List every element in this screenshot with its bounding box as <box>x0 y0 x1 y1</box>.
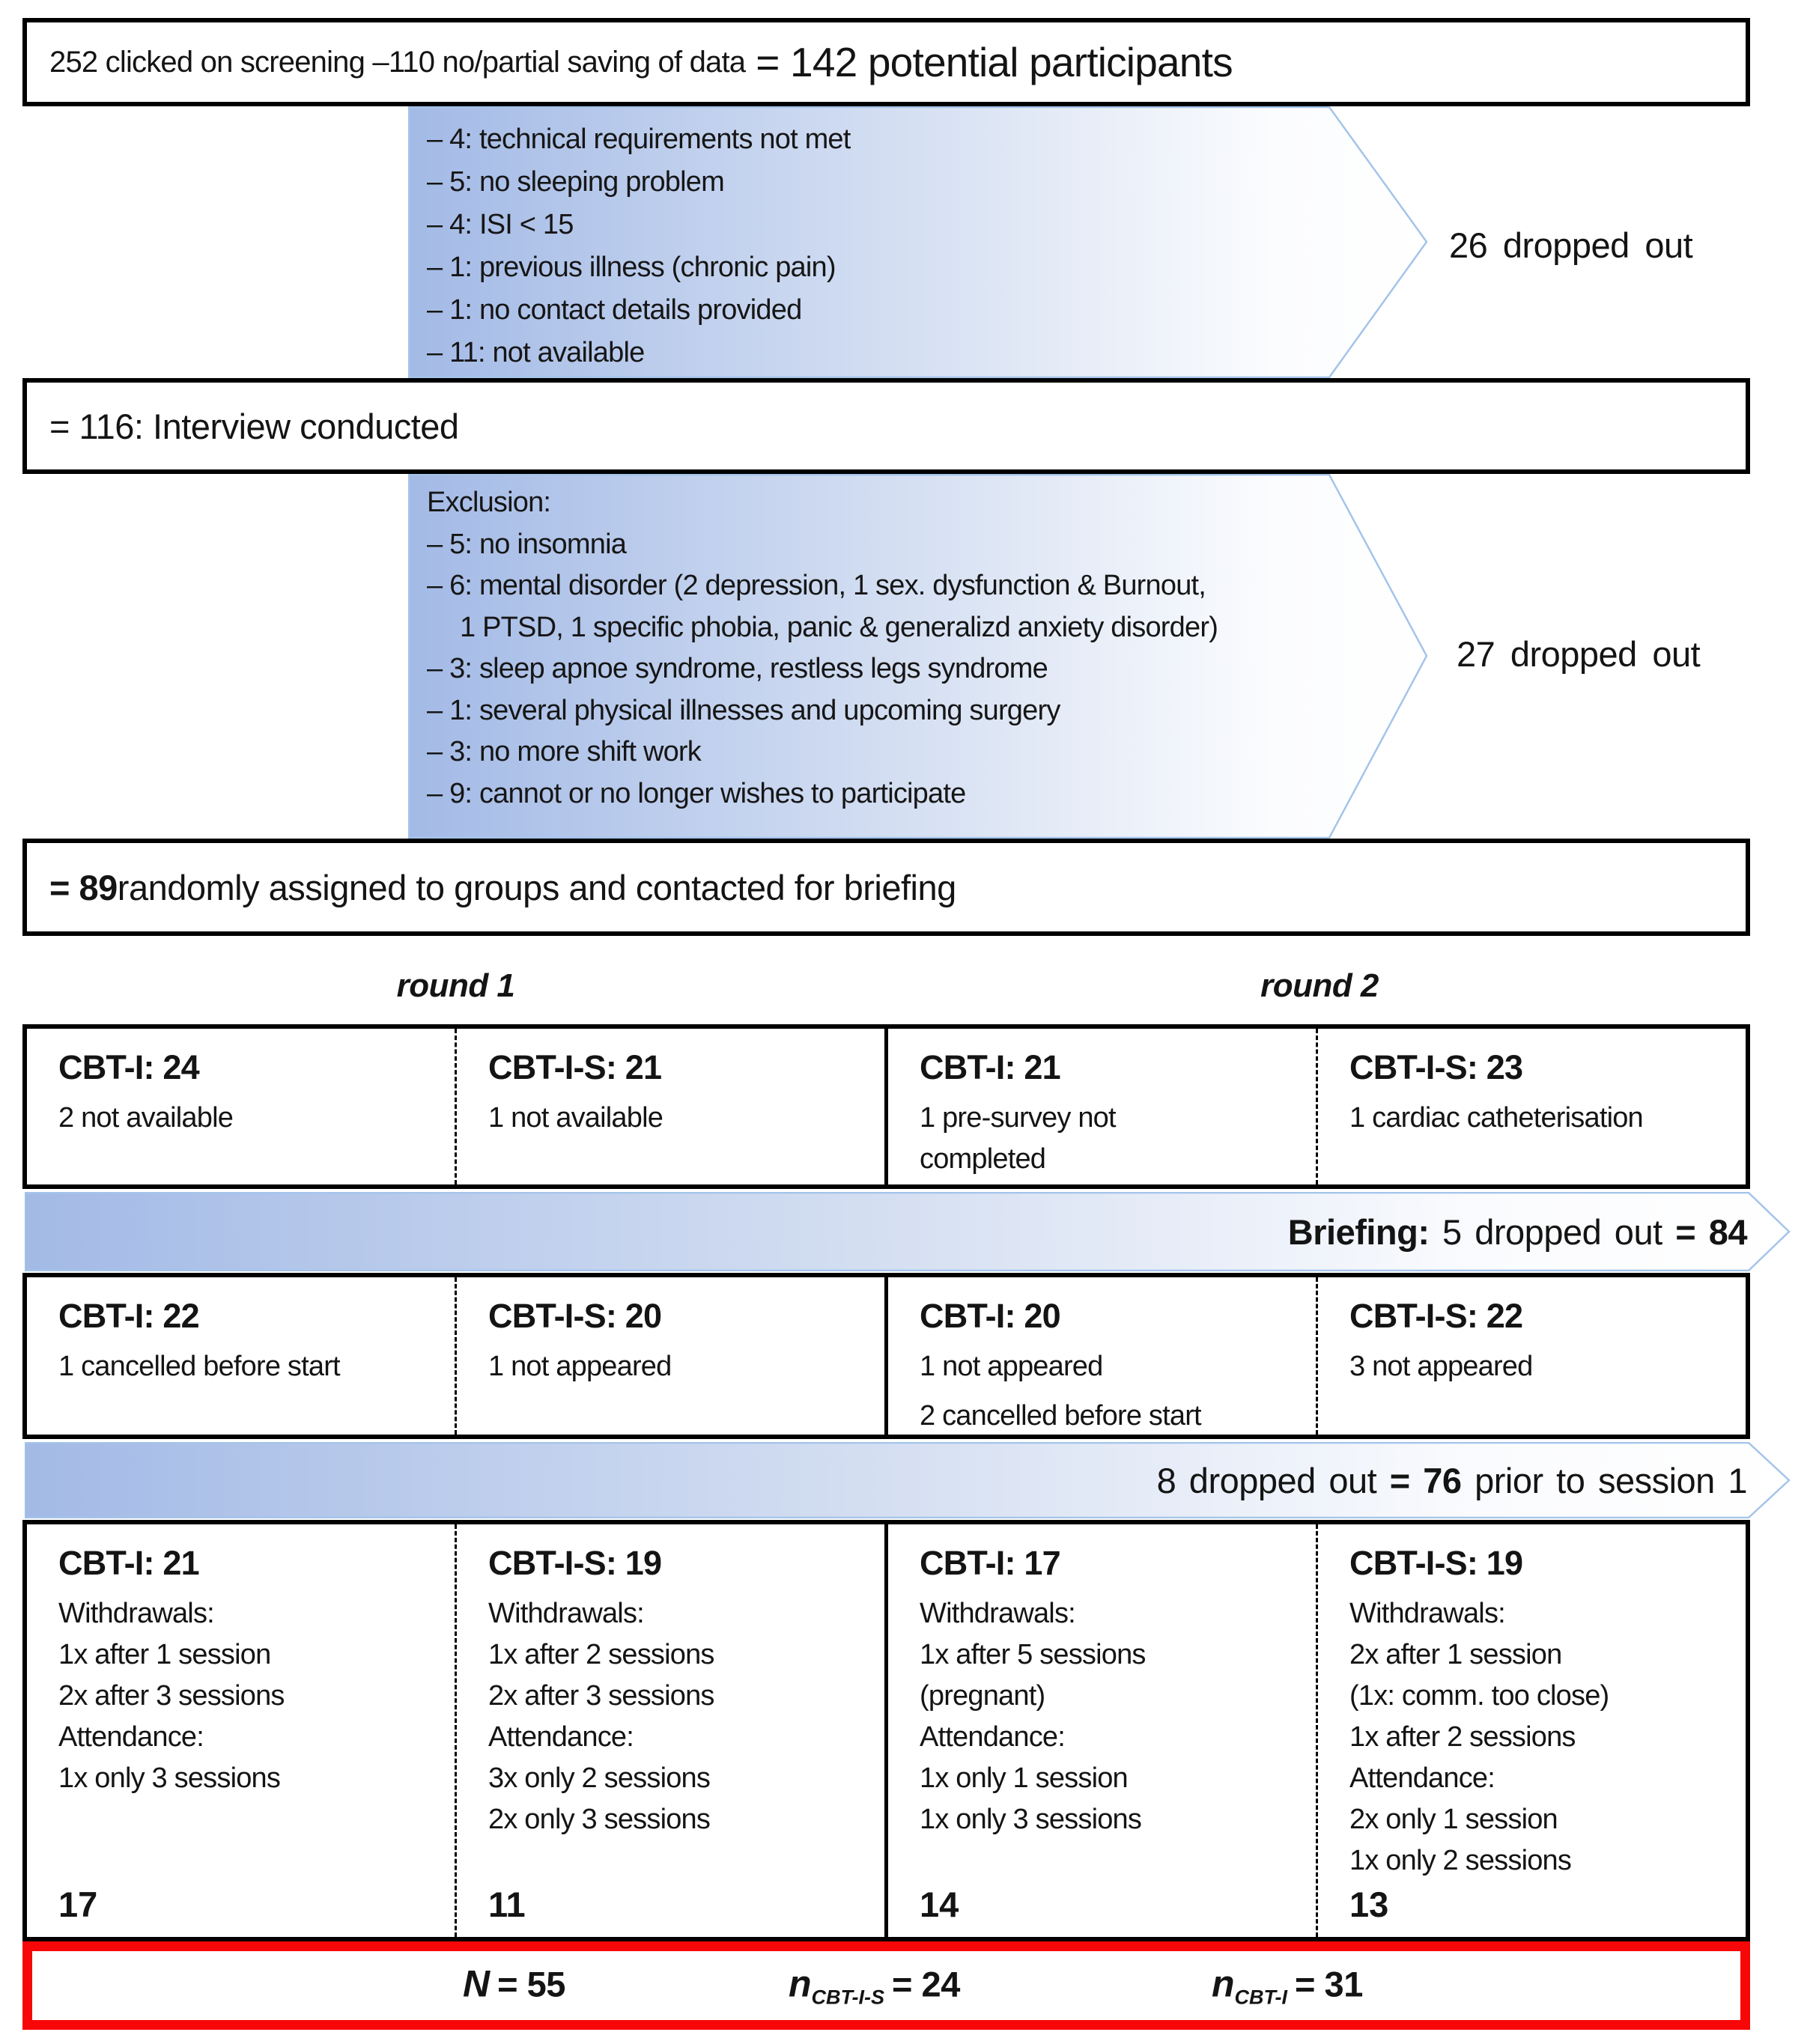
session1-suffix: prior to session 1 <box>1461 1460 1747 1500</box>
interview-exclusion-list <box>427 482 1218 815</box>
cell-note: 2 cancelled before start <box>920 1400 1201 1432</box>
briefing-label: Briefing: <box>1287 1211 1430 1252</box>
group-header: CBT-I-S: 22 <box>1349 1297 1523 1335</box>
cell-note: 1x only 2 sessions <box>1349 1845 1572 1876</box>
completion-cell-r1-cbti <box>27 1524 455 1937</box>
cell-note: 1x after 2 sessions <box>488 1639 714 1670</box>
allocation-cell-r2-cbtis <box>1316 1029 1746 1184</box>
cell-note: 2x only 1 session <box>1349 1804 1558 1835</box>
cell-note: (1x: comm. too close) <box>1349 1680 1609 1712</box>
cell-note: Withdrawals: <box>58 1598 214 1629</box>
total-value: = 55 <box>497 1964 565 2004</box>
exclusion-item-continuation: 1 PTSD, 1 specific phobia, panic & generalizd anxiety disorder) <box>460 611 1218 643</box>
interview-conducted-text: = 116: Interview conducted <box>49 406 459 446</box>
exclusion-list-title: Exclusion: <box>427 487 551 518</box>
exclusion-item: – 4: technical requirements not met <box>427 124 851 155</box>
final-sample-box <box>22 1941 1750 2030</box>
total-variable: N <box>463 1962 491 2005</box>
total-n <box>463 1962 565 2009</box>
total-subscript: CBT-I-S <box>811 1986 885 2009</box>
cell-note: 1x only 3 sessions <box>920 1804 1142 1835</box>
potential-participants-result: = 142 potential participants <box>756 39 1233 85</box>
allocation-cell-r2-cbti <box>884 1029 1316 1184</box>
group-header: CBT-I-S: 19 <box>1349 1544 1523 1582</box>
cell-note: 1 cardiac catheterisation <box>1349 1102 1643 1134</box>
assigned-count: = 89 <box>49 867 118 907</box>
total-variable: n <box>789 1962 812 2005</box>
cell-note: 1 pre-survey not <box>920 1102 1116 1134</box>
cell-note: Withdrawals: <box>488 1598 644 1629</box>
cell-note: Attendance: <box>58 1721 204 1753</box>
cell-note: 3x only 2 sessions <box>488 1762 711 1794</box>
exclusion-item: – 4: ISI < 15 <box>427 209 574 240</box>
completer-count: 17 <box>58 1885 98 1924</box>
cell-note: Attendance: <box>488 1721 634 1753</box>
briefing-dropout-text: 5 dropped out <box>1429 1211 1676 1252</box>
briefing-bar-text <box>25 1192 1747 1271</box>
assigned-text: randomly assigned to groups and contacted for briefing <box>117 867 956 907</box>
group-header: CBT-I: 22 <box>58 1297 199 1335</box>
exclusion-item: – 1: previous illness (chronic pain) <box>427 252 836 283</box>
cell-note: (pregnant) <box>920 1680 1045 1712</box>
cell-note: 2x after 3 sessions <box>488 1680 714 1712</box>
completion-row <box>22 1520 1750 1941</box>
exclusion-item: – 11: not available <box>427 337 645 368</box>
round-1-header: round 1 <box>396 967 515 1004</box>
cell-note: 1x after 5 sessions <box>920 1639 1146 1670</box>
total-variable: n <box>1212 1962 1235 2005</box>
group-header: CBT-I-S: 19 <box>488 1544 662 1582</box>
cell-note: 2x after 1 session <box>1349 1639 1562 1670</box>
presession-cell-r2-cbti <box>884 1277 1316 1435</box>
screening-count-text: 252 clicked on screening –110 no/partial saving of data <box>49 45 746 79</box>
total-value: = 24 <box>892 1964 960 2004</box>
briefing-result: = 84 <box>1675 1211 1747 1252</box>
exclusion-item: – 3: sleep apnoe syndrome, restless legs syndrome <box>427 653 1048 684</box>
exclusion-item: – 1: several physical illnesses and upcoming surgery <box>427 694 1060 726</box>
cell-note: 1 not appeared <box>488 1351 672 1382</box>
total-n-cbtis <box>789 1962 960 2009</box>
group-header: CBT-I: 24 <box>58 1048 199 1086</box>
completer-count: 13 <box>1349 1885 1389 1924</box>
cell-note: completed <box>920 1143 1046 1175</box>
completer-count: 11 <box>488 1885 526 1924</box>
exclusion-item: – 3: no more shift work <box>427 736 701 767</box>
briefing-dropout-bar <box>25 1192 1794 1271</box>
cell-note: 2x after 3 sessions <box>58 1680 285 1712</box>
cell-note: 1x only 3 sessions <box>58 1762 281 1794</box>
interview-dropout-count: 27 dropped out <box>1457 634 1701 674</box>
cell-note: Attendance: <box>1349 1762 1495 1794</box>
randomly-assigned-box <box>22 839 1750 936</box>
total-value: = 31 <box>1295 1964 1363 2004</box>
group-header: CBT-I: 21 <box>58 1544 199 1582</box>
group-header: CBT-I: 20 <box>920 1297 1060 1335</box>
screening-dropout-count: 26 dropped out <box>1449 225 1693 265</box>
round-2-header: round 2 <box>1260 967 1379 1004</box>
screening-exclusion-list <box>427 118 851 374</box>
total-subscript: CBT-I <box>1234 1986 1288 2009</box>
cell-note: 1 cancelled before start <box>58 1351 340 1382</box>
pre-session-row <box>22 1273 1750 1439</box>
cell-note: 1x after 1 session <box>58 1639 271 1670</box>
group-header: CBT-I: 17 <box>920 1544 1060 1582</box>
cell-note: 1x after 2 sessions <box>1349 1721 1576 1753</box>
presession-cell-r1-cbtis <box>455 1277 884 1435</box>
session1-dropout-bar <box>25 1442 1794 1518</box>
cell-note: 3 not appeared <box>1349 1351 1533 1382</box>
group-header: CBT-I-S: 20 <box>488 1297 662 1335</box>
completer-count: 14 <box>920 1885 959 1924</box>
presession-cell-r2-cbtis <box>1316 1277 1746 1435</box>
cell-note: Withdrawals: <box>920 1598 1075 1629</box>
cell-note: 2 not available <box>58 1102 234 1134</box>
total-n-cbti <box>1212 1962 1363 2009</box>
group-header: CBT-I-S: 21 <box>488 1048 662 1086</box>
group-header: CBT-I: 21 <box>920 1048 1060 1086</box>
allocation-cell-r1-cbti <box>27 1029 455 1184</box>
cell-note: 1 not appeared <box>920 1351 1103 1382</box>
exclusion-item: – 6: mental disorder (2 depression, 1 sex. dysfunction & Burnout, <box>427 570 1206 601</box>
cell-note: Withdrawals: <box>1349 1598 1505 1629</box>
cell-note: 1 not available <box>488 1102 663 1134</box>
interview-conducted-box <box>22 378 1750 474</box>
completion-cell-r1-cbtis <box>455 1524 884 1937</box>
potential-participants-box <box>22 18 1750 106</box>
allocation-cell-r1-cbtis <box>455 1029 884 1184</box>
allocation-row <box>22 1024 1750 1189</box>
cell-note: 1x only 1 session <box>920 1762 1128 1794</box>
presession-cell-r1-cbti <box>27 1277 455 1435</box>
exclusion-item: – 9: cannot or no longer wishes to participate <box>427 777 966 809</box>
exclusion-item: – 5: no insomnia <box>427 528 627 560</box>
exclusion-item: – 1: no contact details provided <box>427 294 802 326</box>
group-header: CBT-I-S: 23 <box>1349 1048 1523 1086</box>
session1-result: = 76 <box>1389 1460 1462 1500</box>
session1-bar-text <box>25 1442 1747 1518</box>
session1-dropout-text: 8 dropped out <box>1156 1460 1390 1500</box>
cell-note: 2x only 3 sessions <box>488 1804 711 1835</box>
cell-note: Attendance: <box>920 1721 1066 1753</box>
exclusion-item: – 5: no sleeping problem <box>427 166 724 198</box>
completion-cell-r2-cbti <box>884 1524 1316 1937</box>
completion-cell-r2-cbtis <box>1316 1524 1746 1937</box>
